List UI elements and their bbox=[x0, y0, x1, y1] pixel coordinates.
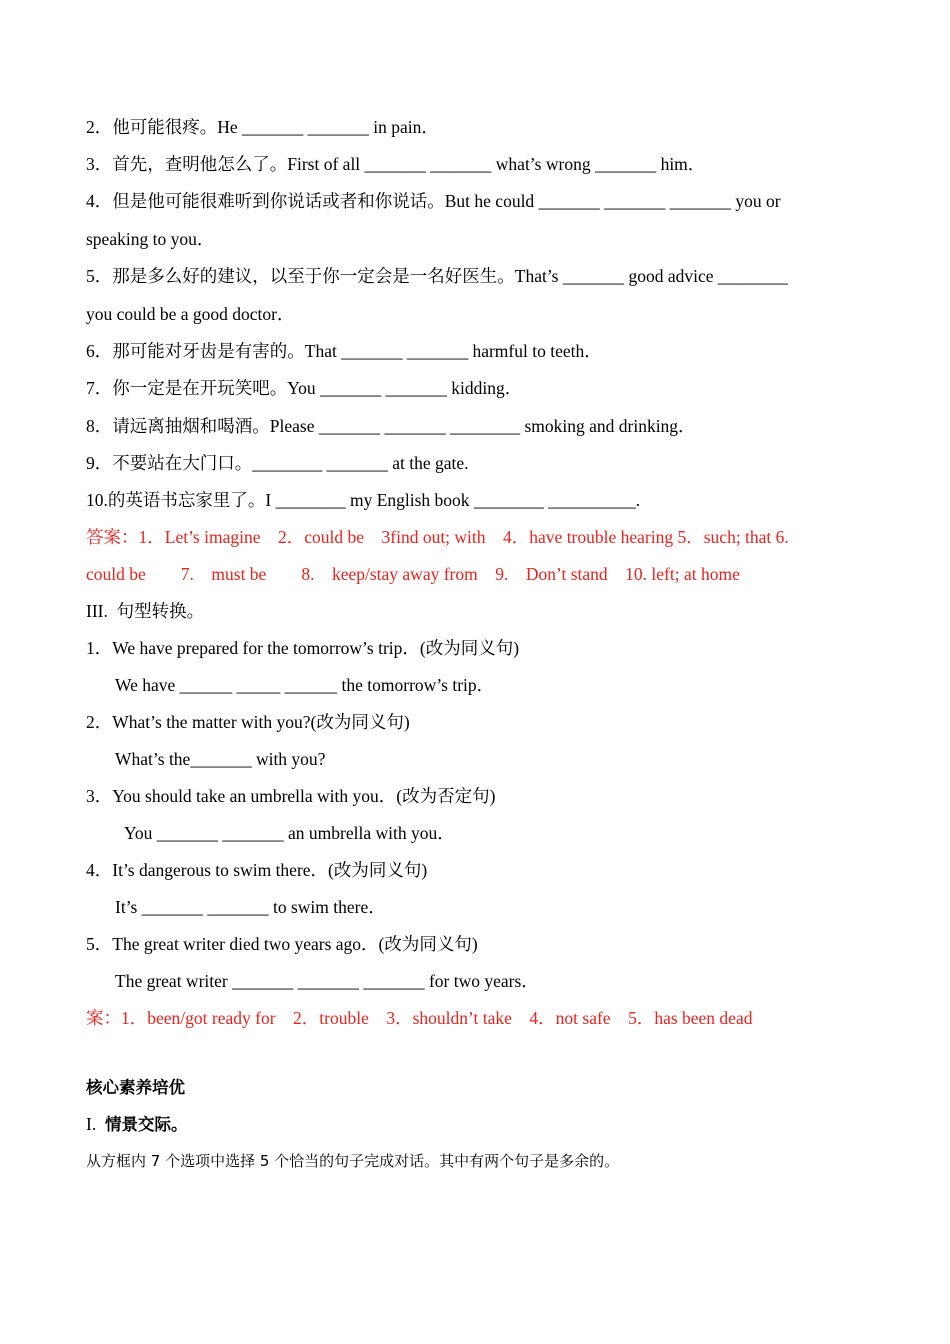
core-instruction: 从方框内 7 个选项中选择 5 个恰当的句子完成对话。其中有两个句子是多余的。 bbox=[86, 1152, 620, 1170]
transform-q4: 4．It’s dangerous to swim there．(改为同义句) bbox=[86, 860, 428, 880]
transform-q2-blank: What’s the_______ with you? bbox=[115, 749, 326, 769]
question-6: 6．那可能对牙齿是有害的。That _______ _______ harmful to teeth． bbox=[86, 341, 602, 361]
question-5: 5．那是多么好的建议，以至于你一定会是一名好医生。That’s _______ good advice ________ bbox=[86, 266, 788, 286]
answer-key-section-3: 案：1．been/got ready for 2．trouble 3．shouldn’t take 4．not safe 5．has been dead bbox=[86, 1008, 753, 1028]
question-4: 4．但是他可能很难听到你说话或者和你说话。But he could _______ _______ _______ you or bbox=[86, 191, 781, 211]
question-7: 7．你一定是在开玩笑吧。You _______ _______ kidding． bbox=[86, 378, 523, 398]
core-subheading-text: 情景交际。 bbox=[104, 1115, 188, 1134]
transform-q5: 5．The great writer died two years ago．(改为同义句) bbox=[86, 934, 478, 954]
transform-q3: 3．You should take an umbrella with you．(改为否定句) bbox=[86, 786, 496, 806]
transform-q3-blank: You _______ _______ an umbrella with you． bbox=[124, 823, 455, 843]
transform-q1: 1．We have prepared for the tomorrow’s trip．(改为同义句) bbox=[86, 638, 520, 658]
transform-q1-blank: We have ______ _____ ______ the tomorrow’s trip． bbox=[115, 675, 495, 695]
core-subheading-number: I. bbox=[86, 1114, 105, 1134]
question-2: 2．他可能很疼。He _______ _______ in pain． bbox=[86, 117, 439, 137]
question-10: 10.的英语书忘家里了。I ________ my English book ________ __________. bbox=[86, 490, 641, 510]
core-subheading bbox=[86, 1113, 870, 1136]
question-5-cont: you could be a good doctor． bbox=[86, 304, 295, 324]
question-3: 3．首先，查明他怎么了。First of all _______ _______ what’s wrong _______ him． bbox=[86, 154, 706, 174]
transform-q4-blank: It’s _______ _______ to swim there． bbox=[115, 897, 386, 917]
core-heading: 核心素养培优 bbox=[86, 1078, 185, 1097]
section-3-title: III. 句型转换。 bbox=[86, 601, 205, 621]
question-8: 8．请远离抽烟和喝酒。Please _______ _______ ________ smoking and drinking． bbox=[86, 416, 696, 436]
transform-q5-blank: The great writer _______ _______ _______ for two years． bbox=[115, 971, 539, 991]
transform-q2: 2．What’s the matter with you?(改为同义句) bbox=[86, 712, 410, 732]
question-9: 9．不要站在大门口。________ _______ at the gate. bbox=[86, 453, 469, 473]
answer-key-line-1: 答案：1．Let’s imagine 2．could be 3find out; with 4．have trouble hearing 5．such; that 6. bbox=[86, 527, 789, 547]
answer-key-line-2: could be 7. must be 8. keep/stay away from 9. Don’t stand 10. left; at home bbox=[86, 564, 740, 584]
question-4-cont: speaking to you． bbox=[86, 229, 215, 249]
